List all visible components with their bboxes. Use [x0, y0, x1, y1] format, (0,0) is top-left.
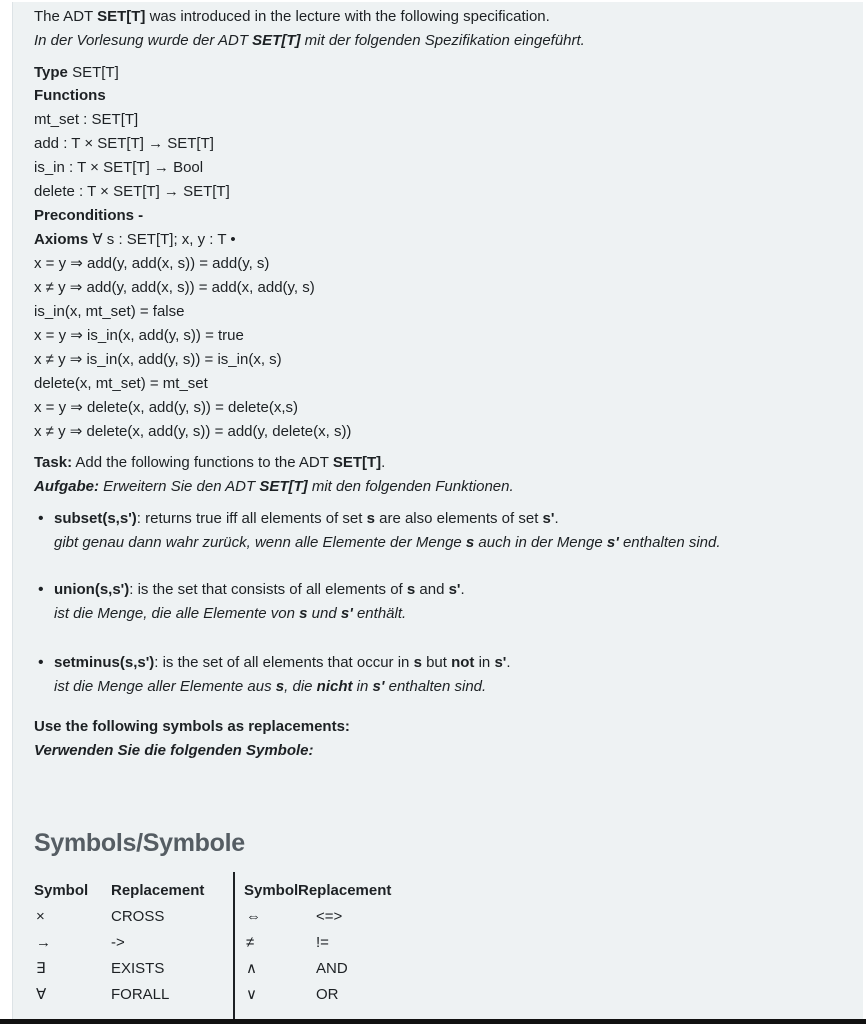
desc-bold: nicht	[316, 678, 353, 695]
table-header: Replacement	[111, 882, 205, 899]
function-line: is_in : T × SET[T] → Bool	[34, 159, 204, 176]
replacement-cell: AND	[316, 960, 348, 977]
symbol-cell: ∀	[36, 986, 47, 1003]
replacement-note-de: Verwenden Sie die folgenden Symbole:	[34, 742, 314, 759]
desc-bold: s	[366, 510, 375, 527]
setminus-description-en	[54, 653, 511, 673]
bullet-dot: •	[38, 654, 44, 671]
table-header: Replacement	[298, 882, 392, 899]
subset-description-de	[54, 533, 721, 553]
subset-name: subset(s,s')	[54, 510, 137, 527]
intro-german	[34, 31, 585, 51]
desc-text: in	[474, 654, 495, 671]
axioms-header	[34, 230, 236, 250]
bottom-edge-bar	[0, 1019, 866, 1024]
desc-bold: s'	[372, 678, 385, 695]
table-header: Symbol	[34, 882, 89, 899]
desc-text: enthält.	[352, 605, 407, 622]
type-value: SET[T]	[67, 64, 119, 81]
axiom-line: x ≠ y ⇒ is_in(x, add(y, s)) = is_in(x, s)	[34, 351, 282, 368]
desc-text: but	[421, 654, 452, 671]
axiom-line: x = y ⇒ add(y, add(x, s)) = add(y, s)	[34, 255, 270, 272]
bullet-dot: •	[38, 581, 44, 598]
bullet-dot: •	[38, 510, 44, 527]
type-keyword: Type	[34, 64, 68, 81]
desc-bold: s'	[542, 510, 555, 527]
task-en-text-1: Add the following functions to the ADT	[72, 454, 333, 471]
axiom-line: delete(x, mt_set) = mt_set	[34, 375, 208, 392]
symbol-cell: ≠	[246, 934, 255, 951]
task-english	[34, 453, 385, 473]
functions-heading: Functions	[34, 87, 106, 104]
symbol-cell: ∃	[36, 960, 46, 977]
symbol-cell: ×	[36, 908, 45, 925]
desc-text: und	[307, 605, 341, 622]
function-line: mt_set : SET[T]	[34, 111, 139, 128]
desc-text: in	[352, 678, 373, 695]
intro-de-adt: SET[T]	[252, 32, 301, 49]
preconditions-line: Preconditions -	[34, 207, 144, 224]
desc-bold: s	[465, 534, 475, 551]
table-column-divider	[233, 872, 235, 1022]
task-german	[34, 477, 514, 497]
intro-de-text-1: In der Vorlesung wurde der ADT	[34, 32, 253, 49]
replacement-cell: !=	[316, 934, 329, 951]
desc-bold: s	[406, 581, 416, 598]
symbol-cell: →	[36, 934, 51, 951]
intro-de-text-2: mit der folgenden Spezifikation eingeführt.	[300, 32, 585, 49]
replacement-cell: EXISTS	[111, 960, 165, 977]
replacement-note-en: Use the following symbols as replacements:	[34, 718, 350, 735]
desc-bold: s	[275, 678, 285, 695]
desc-text: .	[506, 654, 511, 671]
desc-text: ist die Menge aller Elemente aus	[54, 678, 276, 695]
desc-text: : is the set that consists of all elements of	[129, 581, 407, 598]
task-en-adt: SET[T]	[332, 454, 382, 471]
task-de-text-2: mit den folgenden Funktionen.	[307, 478, 514, 495]
desc-text: are also elements of set	[374, 510, 543, 527]
union-name: union(s,s')	[54, 581, 130, 598]
desc-bold: s'	[448, 581, 461, 598]
desc-text: .	[554, 510, 559, 527]
desc-bold: not	[451, 654, 475, 671]
function-line: delete : T × SET[T] → SET[T]	[34, 183, 230, 200]
desc-bold: s'	[494, 654, 507, 671]
table-header: Symbol	[244, 882, 299, 899]
task-de-adt: SET[T]	[259, 478, 308, 495]
replacement-cell: FORALL	[111, 986, 170, 1003]
desc-text: : is the set of all elements that occur in	[154, 654, 414, 671]
intro-en-adt: SET[T]	[97, 8, 146, 25]
intro-en-text-2: was introduced in the lecture with the following specification.	[145, 8, 550, 25]
desc-text: enthalten sind.	[384, 678, 487, 695]
desc-text: and	[415, 581, 449, 598]
axiom-line: x = y ⇒ delete(x, add(y, s)) = delete(x,s)	[34, 399, 299, 416]
axiom-line: x = y ⇒ is_in(x, add(y, s)) = true	[34, 327, 244, 344]
symbols-heading: Symbols/Symbole	[34, 829, 245, 857]
replacement-cell: ->	[111, 934, 125, 951]
desc-text: : returns true iff all elements of set	[136, 510, 367, 527]
subset-description-en	[54, 509, 559, 529]
task-de-text-1: Erweitern Sie den ADT	[99, 478, 260, 495]
desc-bold: s	[413, 654, 422, 671]
task-en-text-2: .	[381, 454, 386, 471]
axiom-line: is_in(x, mt_set) = false	[34, 303, 185, 320]
axioms-quantifier: ∀ s : SET[T]; x, y : T •	[88, 231, 236, 248]
union-description-de	[54, 604, 406, 624]
union-description-en	[54, 580, 465, 600]
desc-text: auch in der Menge	[474, 534, 607, 551]
symbol-cell: ∨	[246, 986, 257, 1003]
desc-text: .	[460, 581, 465, 598]
task-keyword: Task:	[34, 454, 73, 471]
desc-text: gibt genau dann wahr zurück, wenn alle Elemente der Menge	[54, 534, 466, 551]
replacement-cell: <=>	[316, 908, 343, 925]
desc-bold: s	[299, 605, 308, 622]
function-line: add : T × SET[T] → SET[T]	[34, 135, 214, 152]
document-page	[12, 2, 863, 1020]
desc-text: , die	[284, 678, 317, 695]
desc-bold: s'	[606, 534, 619, 551]
setminus-name: setminus(s,s')	[54, 654, 155, 671]
axioms-keyword: Axioms	[34, 231, 89, 248]
desc-bold: s'	[340, 605, 353, 622]
intro-en-text-1: The ADT	[34, 8, 98, 25]
replacement-cell: OR	[316, 986, 339, 1003]
symbol-cell: ∧	[246, 960, 257, 977]
desc-text: enthalten sind.	[618, 534, 721, 551]
task-de-keyword: Aufgabe:	[34, 478, 99, 495]
type-line	[34, 63, 119, 83]
axiom-line: x ≠ y ⇒ delete(x, add(y, s)) = add(y, delete(x, s))	[34, 423, 352, 440]
intro-english	[34, 7, 550, 27]
setminus-description-de	[54, 677, 486, 697]
desc-text: ist die Menge, die alle Elemente von	[54, 605, 300, 622]
symbol-cell: ⇔	[246, 908, 261, 925]
replacement-cell: CROSS	[111, 908, 165, 925]
axiom-line: x ≠ y ⇒ add(y, add(x, s)) = add(x, add(y, s)	[34, 279, 315, 296]
